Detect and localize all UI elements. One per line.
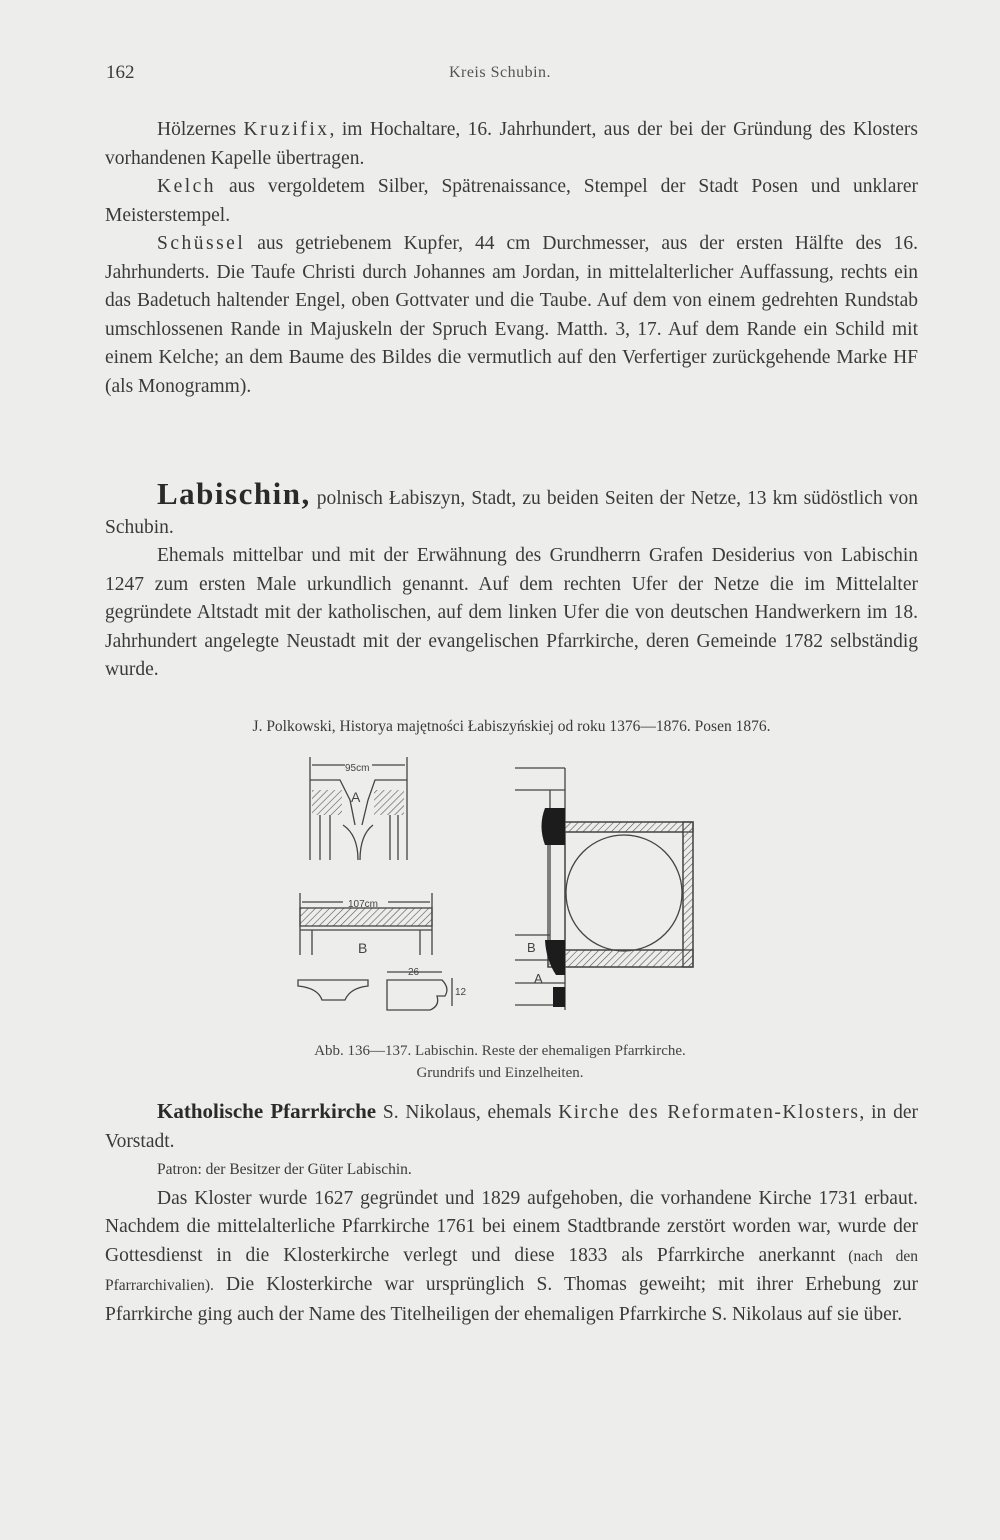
- figure-caption: [0, 1040, 1000, 1084]
- church-history-note: (nach den Pfarrarchivalien).: [105, 1247, 918, 1294]
- plan-label-a: A: [534, 971, 543, 986]
- profile-details: [298, 972, 452, 1010]
- running-title: Kreis Schubin.: [448, 64, 552, 81]
- page-number: 162: [106, 62, 135, 83]
- church-history-text-b: Die Klosterkirche war ursprünglich S. Thomas geweiht; mit ihrer Erhebung zur Pfarrkirche ging auch der Name des Titelheiligen der ehemaligen Pfarrkirche S. Nikolaus auf sie über.: [105, 1274, 918, 1325]
- citation: J. Polkowski, Historya majętności Łabiszyńskiej od roku 1376—1876. Posen 1876.: [252, 718, 771, 735]
- church-heading-paragraph: [105, 1097, 918, 1156]
- dimension-26: 26: [408, 967, 420, 978]
- schuessel-text: aus getriebenem Kupfer, 44 cm Durchmesser, aus der ersten Hälfte des 16. Jahrhunderts. Die Taufe Christi durch Johannes am Jordan, in mittelalterlicher Auffassung, rechts ein das Badetuch haltender Engel, oben Gottvater und die Taube. Auf dem von einem gedrehten Rundstab umschlossenen Rande in Majuskeln der Spruch Evang. Matth. 3, 17. Auf dem Rande ein Schild mit einem Kelche; an dem Baume des Bildes die vermutlich auf den Verfertiger zurückgehende Marke HF (als Monogramm).: [105, 233, 918, 397]
- church-history-text-a: Das Kloster wurde 1627 gegründet und 1829 aufgehoben, die vorhandene Kirche 1731 erbaut. Nachdem die mittelalterliche Pfarrkirche 1761 bei einem Stadtbrande zerstört worden war, wurde der Gottesdienst in die Klosterkirche verlegt und diese 1833 als Pfarrkirche anerkannt: [105, 1187, 918, 1266]
- labischin-history: Ehemals mittelbar und mit der Erwähnung des Grundherrn Grafen Desiderius von Labischin 1247 zum ersten Male urkundlich genannt. Auf dem rechten Ufer der Netze die im Mittelalter gegründete Altstadt mit der katholischen, auf dem linken Ufer die von deutschen Handwerkern im 18. Jahrhundert angelegte Neustadt mit der evangelischen Pfarrkirche, deren Gemeinde 1782 selbständig wurde.: [105, 545, 918, 680]
- caption-line-2: Grundrifs und Einzelheiten.: [416, 1065, 584, 1081]
- church-heading-term: Kirche des Reformaten-Klosters: [558, 1102, 860, 1123]
- term-schuessel: Schüssel: [157, 233, 246, 254]
- label-a-detail: A: [351, 789, 361, 805]
- plan-pier-a: [553, 987, 565, 1007]
- caption-line-1: Abb. 136—137. Labischin. Reste der ehemaligen Pfarrkirche.: [314, 1043, 686, 1059]
- patron-note: Patron: der Besitzer der Güter Labischin.: [157, 1161, 412, 1178]
- plan-label-b: B: [527, 940, 536, 955]
- dimension-95cm: 95cm: [345, 763, 370, 774]
- catholic-church-section: [105, 1097, 918, 1329]
- dimension-12: 12: [455, 987, 467, 998]
- lead-word: Hölzernes: [157, 119, 237, 140]
- labischin-intro-text: polnisch Łabiszyn, Stadt, zu beiden Seiten der Netze, 13 km südöstlich von Schubin.: [105, 488, 918, 538]
- plan-pier-top: [542, 808, 566, 845]
- church-history: [105, 1185, 918, 1330]
- plan-pier-b: [545, 940, 565, 975]
- section-heading-catholic-church: Katholische Pfarrkirche: [157, 1099, 377, 1123]
- kelch-text: aus vergoldetem Silber, Spätrenaissance, Stempel der Stadt Posen und unklarer Meisterstempel.: [105, 176, 918, 226]
- label-b-detail: B: [358, 940, 368, 956]
- dimension-107cm: 107cm: [348, 899, 379, 910]
- term-kelch: Kelch: [157, 176, 217, 197]
- church-heading-mid: S. Nikolaus, ehemals: [376, 1102, 559, 1123]
- term-kruzifix: Kruzifix: [243, 119, 330, 140]
- section-heading-labischin: Labischin,: [157, 476, 311, 511]
- kruzifix-text: , im Hochaltare, 16. Jahrhundert, aus der bei der Gründung des Klosters vorhandenen Kapelle übertragen.: [105, 119, 918, 169]
- church-heading-end: , in der Vorstadt.: [105, 1102, 918, 1152]
